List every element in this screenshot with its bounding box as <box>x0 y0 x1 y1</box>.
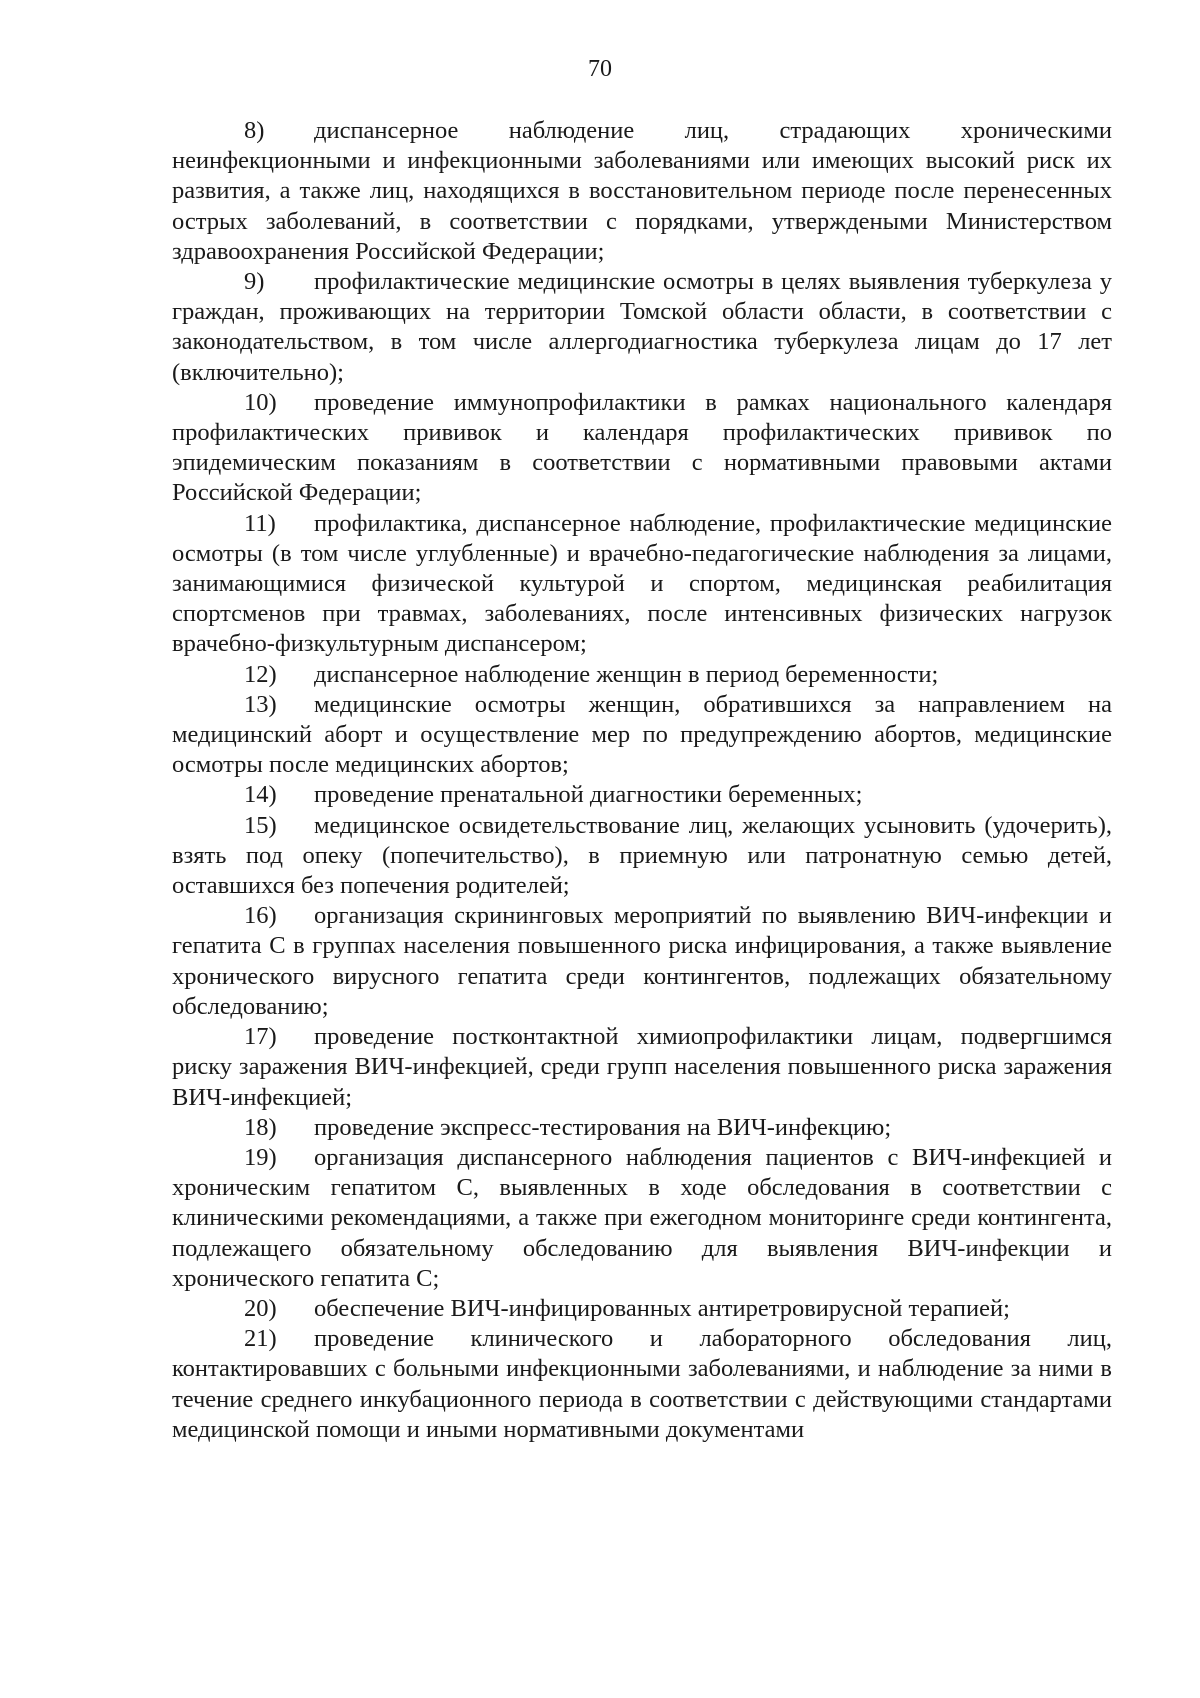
item-text: проведение клинического и лабораторного обследования лиц, контактировавших с больными инфекционными заболеваниями, и наблюдение за ними в течение среднего инкубационного периода в соответствии с действующими стандартами медицинской помощи и иными нормативными документами <box>172 1325 1112 1443</box>
list-item <box>172 1294 1112 1324</box>
document-body <box>172 116 1112 1445</box>
item-number: 14) <box>244 781 277 809</box>
list-item <box>172 660 1112 690</box>
item-text: медицинские осмотры женщин, обратившихся за направлением на медицинский аборт и осуществление мер по предупреждению абортов, медицинские осмотры после медицинских абортов; <box>172 690 1112 779</box>
list-item <box>172 116 1112 267</box>
item-text: медицинское освидетельствование лиц, желающих усыновить (удочерить), взять под опеку (попечительство), в приемную или патронатную семью детей, оставшихся без попечения родителей; <box>172 811 1112 900</box>
item-number: 20) <box>244 1294 277 1322</box>
list-item <box>172 1143 1112 1294</box>
item-number: 10) <box>244 388 277 416</box>
list-item <box>172 1113 1112 1143</box>
item-number: 21) <box>244 1325 277 1353</box>
item-text: проведение иммунопрофилактики в рамках национального календаря профилактических прививок и календаря профилактических прививок по эпидемическим показаниям в соответствии с нормативными правовыми актами Российской Федерации; <box>172 388 1112 507</box>
item-text: диспансерное наблюдение женщин в период беременности; <box>314 660 939 688</box>
item-text: организация диспансерного наблюдения пациентов с ВИЧ-инфекцией и хроническим гепатитом С, выявленных в ходе обследования в соответствии с клиническими рекомендациями, а также при ежегодном мониторинге среди контингента, подлежащего обязательному обследованию для выявления ВИЧ-инфекции и хронического гепатита С; <box>172 1143 1112 1292</box>
item-text: профилактические медицинские осмотры в целях выявления туберкулеза у граждан, проживающих на территории Томской области области, в соответствии с законодательством, в том числе аллергодиагностика туберкулеза лицам до 17 лет (включительно); <box>172 268 1112 386</box>
list-item <box>172 1324 1112 1445</box>
page-number: 70 <box>588 56 612 82</box>
item-text: диспансерное наблюдение лиц, страдающих хроническими неинфекционными и инфекционными заболеваниями или имеющих высокий риск их развития, а также лиц, находящихся в восстановительном периоде после перенесенных острых заболеваний, в соответствии с порядками, утверждеными Министерством здравоохранения Российской Федерации; <box>172 117 1112 265</box>
item-number: 11) <box>244 509 276 537</box>
item-number: 15) <box>244 811 277 839</box>
list-item <box>172 267 1112 388</box>
item-number: 16) <box>244 902 277 930</box>
item-number: 9) <box>244 268 265 296</box>
item-text: профилактика, диспансерное наблюдение, профилактические медицинские осмотры (в том числе углубленные) и врачебно-педагогические наблюдения за лицами, занимающимися физической культурой и спортом, медицинская реабилитация спортсменов при травмах, заболеваниях, после интенсивных физических нагрузок врачебно-физкультурным диспансером; <box>172 509 1112 658</box>
item-number: 19) <box>244 1143 277 1171</box>
item-number: 18) <box>244 1113 277 1141</box>
list-item <box>172 811 1112 902</box>
item-text: проведение постконтактной химиопрофилактики лицам, подвергшимся риску заражения ВИЧ-инфекцией, среди групп населения повышенного риска заражения ВИЧ-инфекцией; <box>172 1023 1112 1111</box>
list-item <box>172 509 1112 660</box>
item-number: 12) <box>244 660 277 688</box>
list-item <box>172 690 1112 781</box>
item-text: организация скрининговых мероприятий по выявлению ВИЧ-инфекции и гепатита С в группах населения повышенного риска инфицирования, а также выявление хронического вирусного гепатита среди контингентов, подлежащих обязательному обследованию; <box>172 902 1112 1020</box>
item-number: 13) <box>244 690 277 718</box>
item-text: проведение экспресс-тестирования на ВИЧ-инфекцию; <box>314 1113 892 1141</box>
item-number: 17) <box>244 1023 277 1051</box>
list-item <box>172 1022 1112 1113</box>
list-item <box>172 901 1112 1022</box>
item-text: проведение пренатальной диагностики беременных; <box>314 781 863 809</box>
item-text: обеспечение ВИЧ-инфицированных антиретровирусной терапией; <box>314 1294 1010 1322</box>
list-item <box>172 780 1112 810</box>
list-item <box>172 388 1112 509</box>
item-number: 8) <box>244 117 265 144</box>
